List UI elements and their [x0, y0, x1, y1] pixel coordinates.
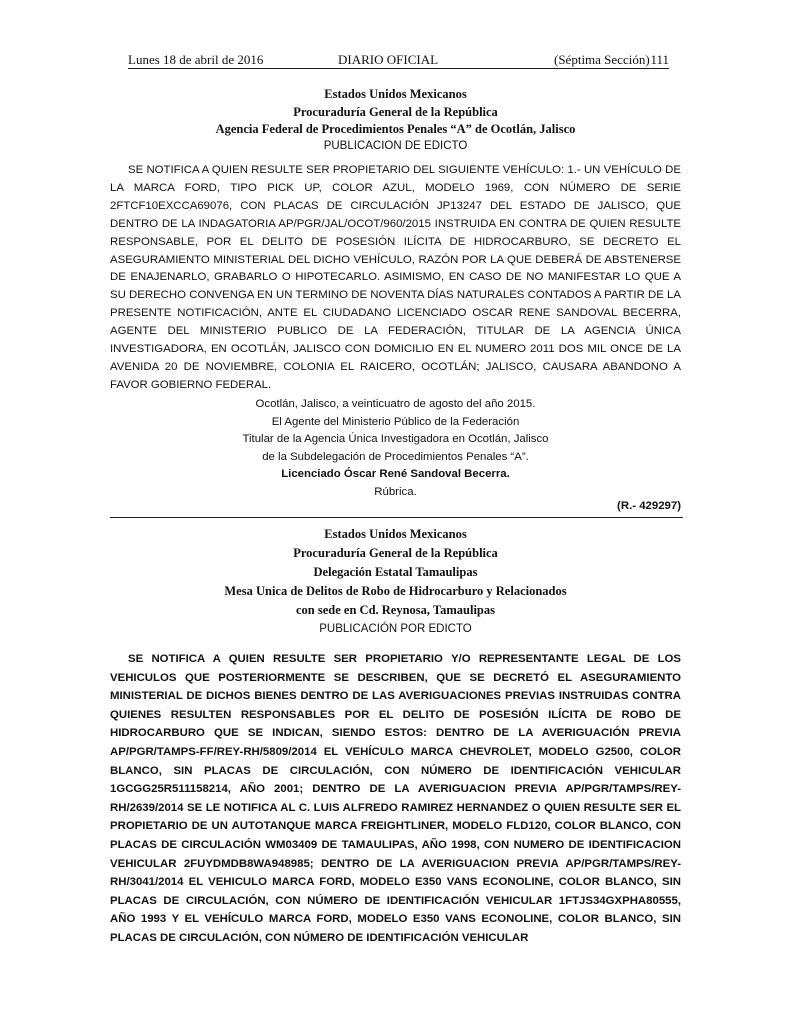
edict-1-heading-line: Procuraduría General de la República — [293, 104, 498, 119]
edict-2-heading-line: Delegación Estatal Tamaulipas — [313, 565, 478, 579]
header-section: (Séptima Sección) — [554, 52, 650, 67]
edict-2-heading-line: Estados Unidos Mexicanos — [324, 527, 467, 541]
edict-2-heading-line: Procuraduría General de la República — [293, 546, 498, 560]
edict-separator — [110, 517, 683, 518]
edict-2-heading — [110, 525, 681, 620]
edict-1-heading-line: Agencia Federal de Procedimientos Penales “A” de Ocotlán, Jalisco — [215, 122, 576, 136]
edict-1-rubric: Rúbrica. — [374, 485, 417, 498]
edict-1-signature-line: Ocotlán, Jalisco, a veinticuatro de agosto del año 2015. — [255, 398, 536, 410]
edict-1-body: SE NOTIFICA A QUIEN RESULTE SER PROPIETARIO DEL SIGUIENTE VEHÍCULO: 1.- UN VEHÍCULO DE LA MARCA FORD, TIPO PICK UP, COLOR AZUL, MODELO 1969, CON NÚMERO DE SERIE 2FTCF10EXCCA69076, CON PLACAS DE CIRCULACIÓN JP13247 DEL ESTADO DE JALISCO, QUE DENTRO DE LA INDAGATORIA AP/PGR/JAL/OCOT/960/2015 INSTRUIDA EN CONTRA DE QUIEN RESULTE RESPONSABLE, POR EL DELITO DE POSESIÓN ILÍCITA DE HIDROCARBURO, SE DECRETO EL ASEGURAMIENTO MINISTERIAL DEL DICHO VEHÍCULO, RAZÓN POR LA QUE DEBERÁ DE ABSTENERSE DE ENAJENARLO, GRABARLO O HIPOTECARLO. ASIMISMO, EN CASO DE NO MANIFESTAR LO QUE A SU DERECHO CONVENGA EN UN TERMINO DE NOVENTA DÍAS NATURALES CONTADOS A PARTIR DE LA PRESENTE NOTIFICACIÓN, ANTE EL CIUDADANO LICENCIADO OSCAR RENE SANDOVAL BECERRA, AGENTE DEL MINISTERIO PUBLICO DE LA FEDERACIÓN, TITULAR DE LA AGENCIA ÚNICA INVESTIGADORA, EN OCOTLÁN, JALISCO CON DOMICILIO EN EL NUMERO 2011 DOS MIL ONCE DE LA AVENIDA 20 DE NOVIEMBRE, COLONIA EL RAICERO, OCOTLÁN; JALISCO, CAUSARA ABANDONO A FAVOR GOBIERNO FEDERAL. — [110, 164, 681, 391]
header-page-number: 111 — [650, 52, 669, 67]
edict-1-signer: Licenciado Óscar René Sandoval Becerra. — [281, 468, 510, 480]
edict-1-title: PUBLICACION DE EDICTO — [323, 140, 468, 152]
header-rule — [128, 68, 669, 69]
edict-1-signature-line: de la Subdelegación de Procedimientos Penales “A”. — [262, 450, 529, 463]
edict-1-signature-line: El Agente del Ministerio Público de la Federación — [271, 415, 520, 428]
edict-2-heading-line: con sede en Cd. Reynosa, Tamaulipas — [296, 603, 495, 617]
header-date: Lunes 18 de abril de 2016 — [128, 52, 264, 67]
edict-2-title: PUBLICACIÓN POR EDICTO — [319, 623, 472, 635]
edict-1-heading — [110, 86, 681, 139]
edict-1-reference: (R.- 429297) — [617, 500, 681, 512]
edict-2-body: SE NOTIFICA A QUIEN RESULTE SER PROPIETARIO Y/O REPRESENTANTE LEGAL DE LOS VEHICULOS QUE POSTERIORMENTE SE DESCRIBEN, QUE SE DECRETÓ EL ASEGURAMIENTO MINISTERIAL DE DICHOS BIENES DENTRO DE LAS AVERIGUACIONES PREVIAS INSTRUIDAS CONTRA QUIENES RESULTEN RESPONSABLES POR EL DELITO DE POSESIÓN ILÍCITA DE ROBO DE HIDROCARBURO QUE SE INDICAN, SIENDO ESTOS: DENTRO DE LA AVERIGUACIÓN PREVIA AP/PGR/TAMPS-FF/REY-RH/5809/2014 EL VEHÍCULO MARCA CHEVROLET, MODELO G2500, COLOR BLANCO, SIN PLACAS DE CIRCULACIÓN, CON NÚMERO DE IDENTIFICACIÓN VEHICULAR 1GCGG25R511158214, AÑO 2001; DENTRO DE LA AVERIGUACION PREVIA AP/PGR/TAMPS/REY-RH/2639/2014 SE LE NOTIFICA AL C. LUIS ALFREDO RAMIREZ HERNANDEZ O QUIEN RESULTE SER EL PROPIETARIO DE UN AUTOTANQUE MARCA FREIGHTLINER, MODELO FLD120, COLOR BLANCO, CON PLACAS DE CIRCULACIÓN WM03409 DE TAMAULIPAS, AÑO 1998, CON NUMERO DE IDENTIFICACION VEHICULAR 2FUYDMDB8WA948985; DENTRO DE LA AVERIGUACION PREVIA AP/PGR/TAMPS/REY-RH/3041/2014 EL VEHICULO MARCA FORD, MODELO E350 VANS ECONOLINE, COLOR BLANCO, SIN PLACAS DE CIRCULACIÓN, CON NÚMERO DE IDENTIFICACIÓN VEHICULAR 1FTJS34GXPHA80555, AÑO 1993 Y EL VEHÍCULO MARCA FORD, MODELO E350 VANS ECONOLINE, COLOR BLANCO, SIN PLACAS DE CIRCULACIÓN, CON NÚMERO DE IDENTIFICACIÓN VEHICULAR — [110, 653, 681, 944]
running-header — [128, 50, 669, 68]
edict-1-signature-line: Titular de la Agencia Única Investigadora en Ocotlán, Jalisco — [242, 433, 549, 445]
edict-2-heading-line: Mesa Unica de Delitos de Robo de Hidrocarburo y Relacionados — [224, 584, 567, 598]
edict-1-signature-block — [110, 396, 681, 501]
header-journal-name: DIARIO OFICIAL — [338, 52, 439, 67]
edict-1-heading-line: Estados Unidos Mexicanos — [324, 87, 467, 101]
